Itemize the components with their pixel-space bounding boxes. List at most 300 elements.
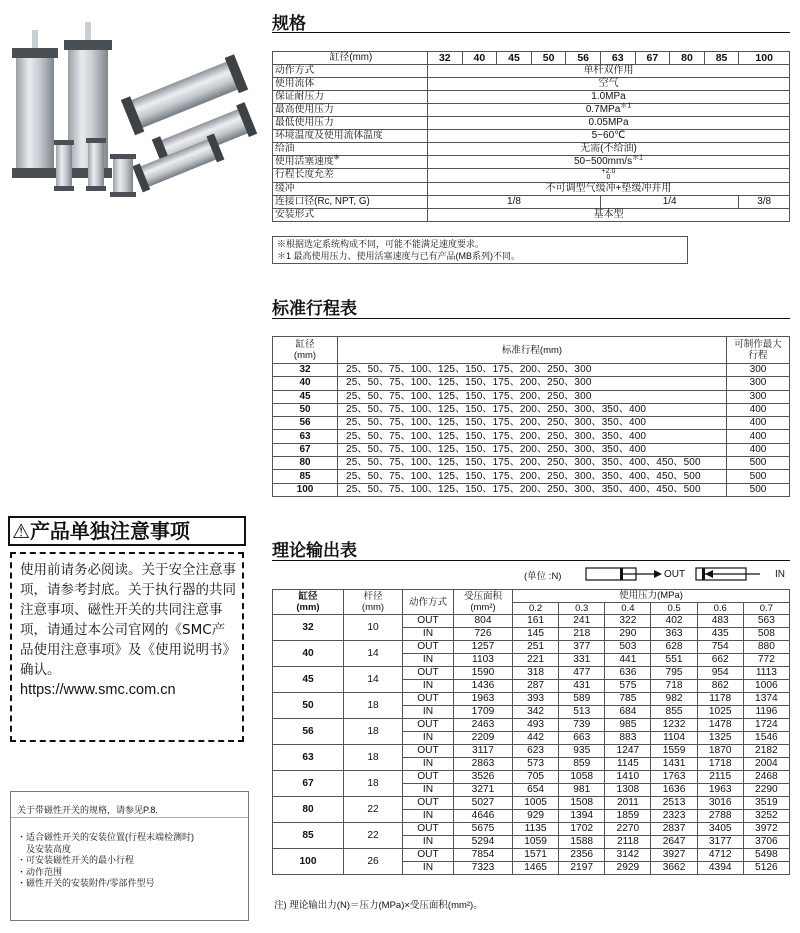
output-force: 1546: [743, 732, 789, 745]
output-direction: IN: [403, 706, 454, 719]
stroke-row: [273, 417, 790, 430]
stroke-bore: 45: [273, 390, 338, 403]
output-force: 954: [697, 667, 743, 680]
output-direction: OUT: [403, 797, 454, 810]
output-force: 1465: [513, 862, 559, 875]
stroke-bore: 40: [273, 377, 338, 390]
output-force: 2468: [743, 771, 789, 784]
output-direction: OUT: [403, 719, 454, 732]
output-area: 2863: [454, 758, 513, 771]
output-force: 684: [605, 706, 651, 719]
output-direction: OUT: [403, 667, 454, 680]
output-force: 503: [605, 641, 651, 654]
output-force: 623: [513, 745, 559, 758]
output-force: 573: [513, 758, 559, 771]
stroke-max: 400: [727, 443, 790, 456]
spec-row: [273, 195, 790, 208]
output-area: 1257: [454, 641, 513, 654]
output-rod: 14: [344, 667, 403, 693]
stroke-values: 25、50、75、100、125、150、175、200、250、300: [338, 377, 727, 390]
output-force: 290: [605, 628, 651, 641]
spec-row-label-text: 行程长度允差: [275, 169, 334, 181]
output-force: 982: [651, 693, 697, 706]
spec-row-value-text: 不可调型气缓冲+垫缓冲并用: [545, 182, 672, 194]
output-force: 1431: [651, 758, 697, 771]
output-force: 589: [559, 693, 605, 706]
product-photo: [8, 22, 260, 200]
output-direction: IN: [403, 758, 454, 771]
output-rod: 22: [344, 823, 403, 849]
output-bore: 50: [273, 693, 344, 719]
output-row: [273, 823, 790, 836]
output-force: 493: [513, 719, 559, 732]
spec-row-label: [273, 104, 428, 117]
spec-row: [273, 156, 790, 169]
output-header-bore: 缸径 (mm): [273, 590, 344, 615]
spec-row-label-text: 给油: [275, 143, 295, 154]
output-force: 575: [605, 680, 651, 693]
spec-row-value: [428, 117, 790, 130]
stroke-row: [273, 470, 790, 483]
output-force: 1718: [697, 758, 743, 771]
output-direction: IN: [403, 836, 454, 849]
output-force: 2118: [605, 836, 651, 849]
output-force: 442: [513, 732, 559, 745]
warning-icon: ⚠: [12, 519, 30, 543]
stroke-row: [273, 457, 790, 470]
output-force: 3927: [651, 849, 697, 862]
output-force: 1196: [743, 706, 789, 719]
output-force: 221: [513, 654, 559, 667]
output-row: [273, 719, 790, 732]
spec-row: [273, 182, 790, 195]
smc-url-link[interactable]: https://www.smc.com.cn: [20, 682, 176, 698]
stroke-bore: 50: [273, 403, 338, 416]
spec-bore-header: 40: [462, 52, 497, 65]
output-direction: IN: [403, 732, 454, 745]
output-force: 1135: [513, 823, 559, 836]
output-bore: 80: [273, 797, 344, 823]
output-force: 654: [513, 784, 559, 797]
spec-bore-header: 80: [670, 52, 705, 65]
output-force: 322: [605, 615, 651, 628]
output-force: 5498: [743, 849, 789, 862]
output-direction: IN: [403, 680, 454, 693]
spec-row: [273, 104, 790, 117]
output-header-dir: 动作方式: [403, 590, 454, 615]
stroke-title: 标准行程表: [272, 299, 357, 319]
spec-row-value: [428, 91, 790, 104]
output-force: 1025: [697, 706, 743, 719]
output-force: 241: [559, 615, 605, 628]
stroke-row: [273, 377, 790, 390]
output-direction: OUT: [403, 745, 454, 758]
output-force: 1104: [651, 732, 697, 745]
stroke-table: [272, 336, 790, 497]
output-force: 1724: [743, 719, 789, 732]
switch-info-item: ・动作范围: [17, 866, 63, 877]
spec-row: [273, 169, 790, 183]
output-force: 705: [513, 771, 559, 784]
output-direction: OUT: [403, 641, 454, 654]
output-force: 218: [559, 628, 605, 641]
output-area: 1590: [454, 667, 513, 680]
output-force: 563: [743, 615, 789, 628]
spec-bore-header: 100: [739, 52, 790, 65]
spec-row-label: [273, 130, 428, 143]
output-header-rod: 杆径 (mm): [344, 590, 403, 615]
output-force: 3405: [697, 823, 743, 836]
spec-port-value: 1/8: [428, 195, 601, 208]
spec-row-value-text: 0.05MPa: [588, 117, 629, 128]
output-force: 1478: [697, 719, 743, 732]
stroke-header-bore: 缸径 (mm): [273, 337, 338, 364]
output-force: 2004: [743, 758, 789, 771]
output-force: 3662: [651, 862, 697, 875]
output-force: 862: [697, 680, 743, 693]
output-force: 1308: [605, 784, 651, 797]
stroke-row: [273, 483, 790, 496]
output-force: 551: [651, 654, 697, 667]
output-force: 2647: [651, 836, 697, 849]
stroke-values: 25、50、75、100、125、150、175、200、250、300、350、400: [338, 417, 727, 430]
output-force: 161: [513, 615, 559, 628]
stroke-row: [273, 430, 790, 443]
output-force: 377: [559, 641, 605, 654]
output-force: 3972: [743, 823, 789, 836]
output-area: 1436: [454, 680, 513, 693]
output-force: 402: [651, 615, 697, 628]
stroke-max: 500: [727, 483, 790, 496]
output-area: 5675: [454, 823, 513, 836]
stroke-row: [273, 403, 790, 416]
output-force: 3016: [697, 797, 743, 810]
output-force: 3519: [743, 797, 789, 810]
spec-row-value: [428, 156, 790, 169]
output-force: 2929: [605, 862, 651, 875]
stroke-max: 300: [727, 364, 790, 377]
switch-info-box: [10, 791, 249, 921]
spec-row-value: [428, 65, 790, 78]
spec-row: [273, 78, 790, 91]
output-pressure-header: 0.5: [651, 602, 697, 615]
tolerance-plus: +2.0: [601, 168, 616, 175]
output-unit-row: [524, 568, 561, 582]
stroke-values: 25、50、75、100、125、150、175、200、250、300、350、400、450、500: [338, 470, 727, 483]
output-force: 1559: [651, 745, 697, 758]
spec-bore-header: 56: [566, 52, 601, 65]
output-pressure-header: 0.6: [697, 602, 743, 615]
output-force: 1059: [513, 836, 559, 849]
spec-row-value-text: 空气: [598, 78, 619, 89]
stroke-row: [273, 390, 790, 403]
spec-row-value: [428, 208, 790, 221]
output-area: 1103: [454, 654, 513, 667]
spec-port-value: 1/4: [600, 195, 738, 208]
output-force: 785: [605, 693, 651, 706]
stroke-max: 300: [727, 377, 790, 390]
output-area: 2463: [454, 719, 513, 732]
tolerance-minus: 0: [606, 174, 611, 181]
output-force: 1006: [743, 680, 789, 693]
output-force: 1859: [605, 810, 651, 823]
output-force: 3142: [605, 849, 651, 862]
output-force: 855: [651, 706, 697, 719]
output-bore: 67: [273, 771, 344, 797]
stroke-bore: 67: [273, 443, 338, 456]
spec-row-label-text: 动作方式: [275, 65, 315, 76]
output-force: 1588: [559, 836, 605, 849]
output-force: 880: [743, 641, 789, 654]
output-force: 883: [605, 732, 651, 745]
stroke-row: [273, 364, 790, 377]
output-rod: 18: [344, 693, 403, 719]
spec-row-label-text: 使用活塞速度: [275, 156, 334, 167]
stroke-values: 25、50、75、100、125、150、175、200、250、300、350、400: [338, 403, 727, 416]
output-force: 985: [605, 719, 651, 732]
spec-row-value-text: 50~500mm/s: [574, 156, 633, 167]
output-force: 5126: [743, 862, 789, 875]
output-header-pressure: 使用压力(MPa): [513, 590, 790, 603]
output-bore: 32: [273, 615, 344, 641]
out-label: OUT: [664, 569, 686, 580]
output-force: 2513: [651, 797, 697, 810]
output-row: [273, 693, 790, 706]
output-rod: 18: [344, 745, 403, 771]
spec-row-value: [428, 78, 790, 91]
output-force: 331: [559, 654, 605, 667]
output-area: 7323: [454, 862, 513, 875]
output-title: 理论输出表: [272, 541, 357, 561]
stroke-values: 25、50、75、100、125、150、175、200、250、300: [338, 390, 727, 403]
output-force: 3252: [743, 810, 789, 823]
switch-info-top: 关于带磁性开关的规格，请参见P.8.: [11, 792, 248, 818]
output-force: 1394: [559, 810, 605, 823]
output-force: 1508: [559, 797, 605, 810]
output-force: 1636: [651, 784, 697, 797]
switch-info-item: ・适合磁性开关的安装位置(行程末端检测时): [17, 832, 194, 842]
output-header-area: 受压面积 (mm²): [454, 590, 513, 615]
output-force: 477: [559, 667, 605, 680]
spec-row-value-sup: ＊1: [632, 154, 643, 162]
output-area: 2209: [454, 732, 513, 745]
output-force: 2115: [697, 771, 743, 784]
spec-row-value-text: 0.7MPa: [585, 104, 621, 115]
spec-row-label-text: 环境温度及使用流体温度: [275, 130, 383, 141]
output-direction: IN: [403, 654, 454, 667]
switch-info-list: [11, 832, 248, 890]
spec-row: [273, 117, 790, 130]
output-force: 1963: [697, 784, 743, 797]
switch-info-item: ・可安装磁性开关的最小行程: [17, 855, 135, 865]
output-direction: OUT: [403, 693, 454, 706]
output-bore: 56: [273, 719, 344, 745]
output-bore: 63: [273, 745, 344, 771]
spec-row: [273, 130, 790, 143]
output-force: 342: [513, 706, 559, 719]
spec-row: [273, 91, 790, 104]
output-force: 441: [605, 654, 651, 667]
spec-row-label: [273, 195, 428, 208]
spec-row: [273, 208, 790, 221]
stroke-values: 25、50、75、100、125、150、175、200、250、300: [338, 364, 727, 377]
output-row: [273, 641, 790, 654]
output-force: 929: [513, 810, 559, 823]
output-force: 2837: [651, 823, 697, 836]
output-rod: 18: [344, 771, 403, 797]
output-force: 1870: [697, 745, 743, 758]
output-force: 4712: [697, 849, 743, 862]
spec-port-value: 3/8: [739, 195, 790, 208]
output-force: 772: [743, 654, 789, 667]
spec-row-value: [428, 143, 790, 156]
stroke-bore: 32: [273, 364, 338, 377]
spec-row-value-text: 基本型: [593, 208, 624, 220]
output-row: [273, 797, 790, 810]
output-force: 3177: [697, 836, 743, 849]
output-force: 2356: [559, 849, 605, 862]
spec-row-label: [273, 78, 428, 91]
output-bore: 45: [273, 667, 344, 693]
output-force: 2788: [697, 810, 743, 823]
output-area: 4646: [454, 810, 513, 823]
output-force: 636: [605, 667, 651, 680]
spec-row: [273, 65, 790, 78]
spec-row-value-text: 1.0MPa: [591, 91, 626, 102]
spec-row-label: [273, 117, 428, 130]
output-rod: 26: [344, 849, 403, 875]
spec-row-value: [428, 182, 790, 195]
output-force: 363: [651, 628, 697, 641]
output-pressure-header: 0.3: [559, 602, 605, 615]
output-direction: IN: [403, 862, 454, 875]
output-area: 3271: [454, 784, 513, 797]
output-force: 739: [559, 719, 605, 732]
stroke-max: 400: [727, 430, 790, 443]
output-bore: 100: [273, 849, 344, 875]
output-direction: OUT: [403, 823, 454, 836]
spec-notes: [272, 236, 688, 264]
stroke-max: 500: [727, 470, 790, 483]
spec-bore-header: 85: [704, 52, 739, 65]
output-bore: 85: [273, 823, 344, 849]
output-force: 1374: [743, 693, 789, 706]
output-area: 7854: [454, 849, 513, 862]
output-force: 2182: [743, 745, 789, 758]
spec-row-value: [428, 130, 790, 143]
spec-note: ※根据选定系统构成不同，可能不能满足速度要求。: [277, 239, 485, 249]
spec-table: [272, 51, 790, 222]
output-row: [273, 849, 790, 862]
output-area: 804: [454, 615, 513, 628]
output-row: [273, 615, 790, 628]
spec-row-label: [273, 182, 428, 195]
caution-title-text: 产品单独注意事项: [29, 519, 190, 543]
stroke-bore: 85: [273, 470, 338, 483]
caution-body: [10, 552, 244, 742]
output-rod: 18: [344, 719, 403, 745]
output-force: 3706: [743, 836, 789, 849]
output-pressure-header: 0.7: [743, 602, 789, 615]
output-area: 3117: [454, 745, 513, 758]
out-cylinder-icon: [586, 568, 662, 580]
output-force: 662: [697, 654, 743, 667]
stroke-header-max: 可制作最大 行程: [727, 337, 790, 364]
output-force: 1763: [651, 771, 697, 784]
output-note: 注) 理论输出力(N)＝压力(MPa)×受压面积(mm²)。: [274, 900, 483, 911]
spec-row-label-text: 连接口径(Rc, NPT, G): [275, 195, 370, 207]
output-force: 4394: [697, 862, 743, 875]
output-force: 483: [697, 615, 743, 628]
spec-row-value-sup: ＊1: [620, 102, 632, 110]
spec-row-label-text: 安装形式: [275, 208, 315, 220]
spec-bore-header: 50: [531, 52, 566, 65]
spec-row-value: [428, 169, 790, 183]
tolerance-value: [602, 169, 616, 181]
output-direction: IN: [403, 810, 454, 823]
output-force: 2290: [743, 784, 789, 797]
output-area: 3526: [454, 771, 513, 784]
output-force: 287: [513, 680, 559, 693]
output-force: 513: [559, 706, 605, 719]
output-force: 754: [697, 641, 743, 654]
stroke-header-stroke: 标准行程(mm): [338, 337, 727, 364]
output-force: 1232: [651, 719, 697, 732]
caution-title: [8, 516, 246, 546]
output-rod: 22: [344, 797, 403, 823]
stroke-bore: 100: [273, 483, 338, 496]
spec-note: ＊1 最高使用压力、使用活塞速度与已有产品(MB系列)不同。: [277, 251, 521, 261]
stroke-max: 400: [727, 417, 790, 430]
output-force: 628: [651, 641, 697, 654]
output-force: 1325: [697, 732, 743, 745]
output-force: 1005: [513, 797, 559, 810]
output-force: 1571: [513, 849, 559, 862]
output-force: 2323: [651, 810, 697, 823]
spec-bore-header: 32: [428, 52, 463, 65]
spec-header-label: 缸径(mm): [273, 52, 428, 65]
output-unit: (单位 :N): [524, 571, 562, 582]
output-pressure-header: 0.4: [605, 602, 651, 615]
spec-row-label-text: 最高使用压力: [275, 104, 334, 115]
output-force: 935: [559, 745, 605, 758]
output-direction: IN: [403, 628, 454, 641]
switch-info-item: ・磁性开关的安装附件/零部件型号: [17, 878, 155, 888]
spec-title-rule: [272, 32, 790, 33]
output-rod: 14: [344, 641, 403, 667]
output-row: [273, 771, 790, 784]
spec-row-label: [273, 169, 428, 183]
output-force: 1178: [697, 693, 743, 706]
output-direction: IN: [403, 784, 454, 797]
output-direction: OUT: [403, 615, 454, 628]
spec-title: 规格: [272, 14, 306, 34]
spec-row-label: [273, 91, 428, 104]
spec-bore-header: 67: [635, 52, 670, 65]
spec-row-label: [273, 143, 428, 156]
stroke-bore: 80: [273, 457, 338, 470]
spec-row-label-text: 最低使用压力: [275, 117, 334, 128]
output-bore: 40: [273, 641, 344, 667]
stroke-values: 25、50、75、100、125、150、175、200、250、300、350、400、450、500: [338, 457, 727, 470]
output-force: 508: [743, 628, 789, 641]
switch-info-item: 及安装高度: [17, 843, 72, 854]
output-force: 981: [559, 784, 605, 797]
spec-row-value-text: 单杆双作用: [583, 65, 634, 76]
caution-text: 使用前请务必阅读。关于安全注意事项，请参考封底。关于执行器的共同注意事项、磁性开关的共同注意事项，请通过本公司官网的《SMC产品使用注意事项》及《使用说明书》确认。: [20, 562, 236, 678]
spec-row-value-text: 无需(不给油): [580, 143, 637, 154]
stroke-row: [273, 443, 790, 456]
